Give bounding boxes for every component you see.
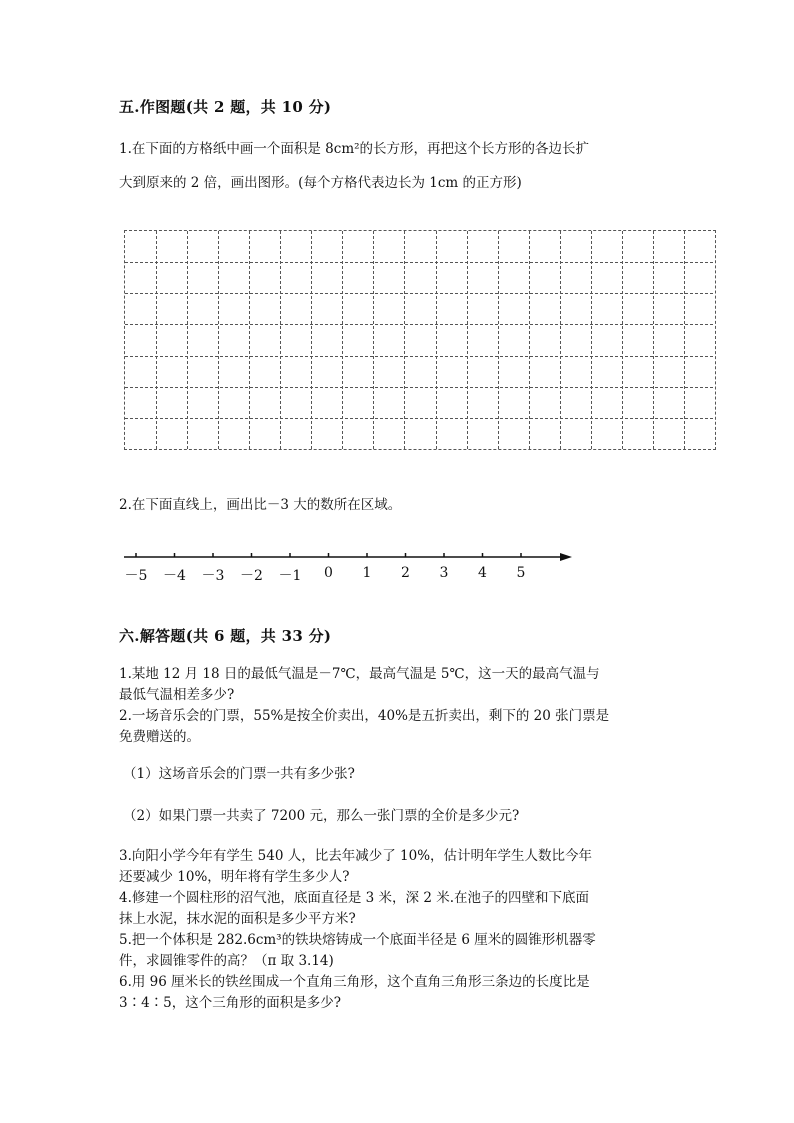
grid-paper[interactable] bbox=[124, 230, 716, 450]
number-line-label: 4 bbox=[478, 565, 487, 581]
q6-1-line-2: 最低气温相差多少? bbox=[119, 687, 235, 703]
grid-lines bbox=[125, 231, 715, 449]
q6-6-line-2: 3∶4∶5，这个三角形的面积是多少? bbox=[119, 995, 342, 1011]
number-line-labels bbox=[0, 565, 794, 587]
number-line-label: －5 bbox=[124, 568, 148, 584]
number-line-label: 5 bbox=[516, 565, 526, 581]
number-line-label: －4 bbox=[163, 568, 186, 584]
q6-4-line-2: 抹上水泥，抹水泥的面积是多少平方米? bbox=[119, 911, 356, 927]
number-line-label: 0 bbox=[324, 565, 333, 581]
q5-1-line-1: 1.在下面的方格纸中画一个面积是 8cm²的长方形，再把这个长方形的各边长扩 bbox=[119, 141, 590, 157]
q6-6-line-1: 6.用 96 厘米长的铁丝围成一个直角三角形，这个直角三角形三条边的长度比是 bbox=[119, 974, 590, 990]
q5-2-text: 2.在下面直线上，画出比－3 大的数所在区域。 bbox=[119, 497, 402, 513]
number-line-label: －3 bbox=[201, 568, 225, 584]
q6-3-line-2: 还要减少 10%，明年将有学生多少人? bbox=[119, 869, 350, 885]
section-five-title: 五.作图题(共 2 题，共 10 分) bbox=[119, 98, 332, 116]
q6-3-line-1: 3.向阳小学今年有学生 540 人，比去年减少了 10%，估计明年学生人数比今年 bbox=[119, 848, 593, 864]
number-line-arrow-icon bbox=[560, 553, 572, 561]
q6-2-sub-1: （1）这场音乐会的门票一共有多少张? bbox=[123, 766, 355, 782]
number-line-label: －1 bbox=[278, 568, 302, 584]
number-line-label: 3 bbox=[439, 565, 449, 581]
q6-2-line-1: 2.一场音乐会的门票，55%是按全价卖出，40%是五折卖出，剩下的 20 张门票是 bbox=[119, 708, 610, 724]
q6-4-line-1: 4.修建一个圆柱形的沼气池，底面直径是 3 米，深 2 米.在池子的四壁和下底面 bbox=[119, 890, 590, 906]
q6-5-line-1: 5.把一个体积是 282.6cm³的铁块熔铸成一个底面半径是 6 厘米的圆锥形机器零 bbox=[119, 932, 596, 948]
q6-5-line-2: 件，求圆锥零件的高？（π 取 3.14) bbox=[119, 953, 334, 969]
number-line-label: 2 bbox=[401, 565, 410, 581]
q6-2-line-2: 免费赠送的。 bbox=[119, 729, 200, 745]
number-line-label: －2 bbox=[240, 568, 263, 584]
number-line-label: 1 bbox=[362, 565, 372, 581]
q6-2-sub-2: （2）如果门票一共卖了 7200 元，那么一张门票的全价是多少元? bbox=[123, 808, 520, 824]
section-six-title: 六.解答题(共 6 题，共 33 分) bbox=[119, 627, 332, 645]
q5-1-line-2: 大到原来的 2 倍，画出图形。(每个方格代表边长为 1cm 的正方形) bbox=[119, 175, 522, 191]
q6-1-line-1: 1.某地 12 月 18 日的最低气温是－7℃，最高气温是 5℃，这一天的最高气温与 bbox=[119, 666, 600, 682]
